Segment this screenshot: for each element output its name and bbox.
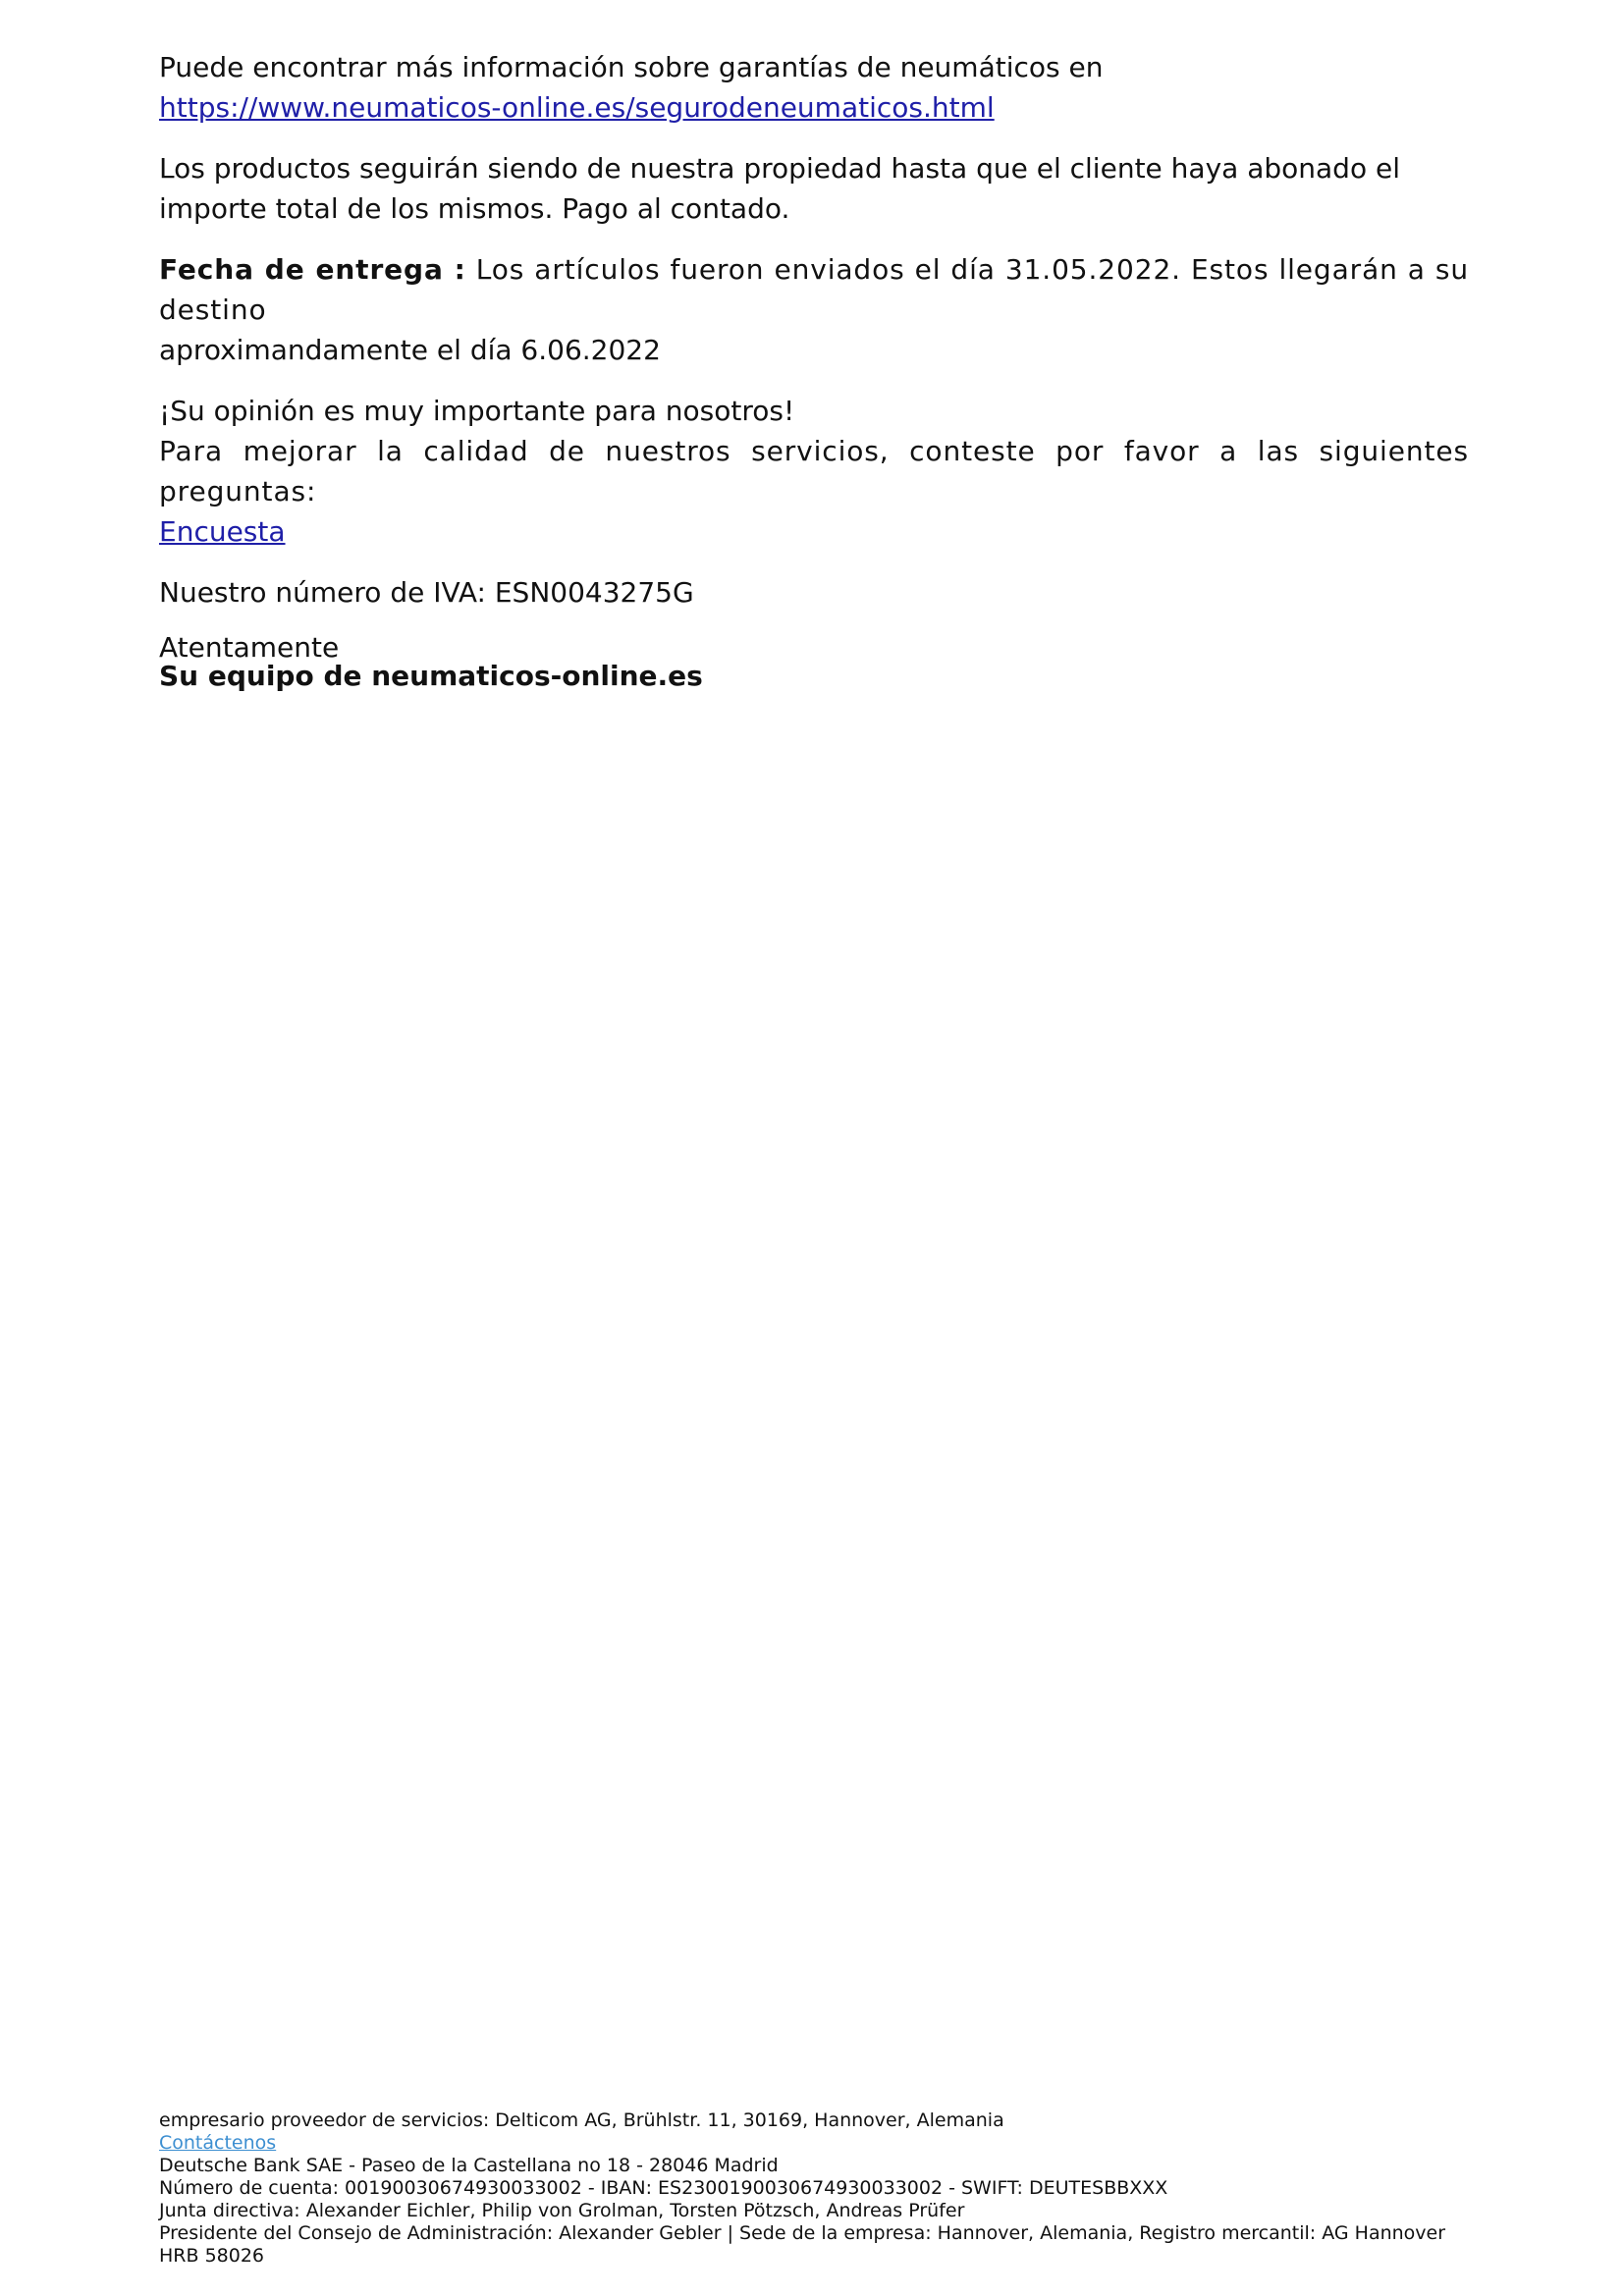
delivery-destination: destino [159,294,267,326]
ownership-line-2: importe total de los mismos. Pago al contado. [159,192,790,225]
document-body [159,47,1469,690]
footer-bank: Deutsche Bank SAE - Paseo de la Castellana no 18 - 28046 Madrid [159,2155,779,2176]
contact-link[interactable]: Contáctenos [159,2132,277,2154]
delivery-date: aproximandamente el día 6.06.2022 [159,334,661,366]
delivery-text: Los artículos fueron enviados el día 31.05.2022. Estos llegarán a su [475,253,1469,286]
warranty-paragraph [159,47,1469,128]
footer [159,2109,1469,2268]
survey-link[interactable]: Encuesta [159,515,286,548]
closing-block [159,633,1469,690]
delivery-paragraph [159,249,1469,370]
footer-account: Número de cuenta: 00190030674930033002 - IBAN: ES2300190030674930033002 - SWIFT: DEUTESBBXXX [159,2177,1168,2199]
survey-request: Para mejorar la calidad de nuestros servicios, conteste por favor a las siguientes preguntas: [159,435,1469,507]
footer-provider: empresario proveedor de servicios: Delticom AG, Brühlstr. 11, 30169, Hannover, Alemania [159,2109,1004,2131]
ownership-line-1: Los productos seguirán siendo de nuestra propiedad hasta que el cliente haya abonado el [159,152,1400,185]
closing-greeting: Atentamente [159,631,340,664]
warranty-intro: Puede encontrar más información sobre garantías de neumáticos en [159,51,1104,83]
footer-board: Junta directiva: Alexander Eichler, Philip von Grolman, Torsten Pötzsch, Andreas Prüfer [159,2200,965,2221]
warranty-link[interactable]: https://www.neumaticos-online.es/segurodeneumaticos.html [159,91,995,124]
delivery-label: Fecha de entrega : [159,253,466,286]
footer-registry: HRB 58026 [159,2245,265,2267]
survey-intro: ¡Su opinión es muy importante para nosotros! [159,395,795,427]
closing-signature: Su equipo de neumaticos-online.es [159,660,703,692]
vat-number: Nuestro número de IVA: ESN0043275G [159,576,694,609]
footer-president: Presidente del Consejo de Administración: Alexander Gebler | Sede de la empresa: Hannover, Alemania, Registro mercantil: AG Hannover [159,2222,1446,2244]
survey-paragraph [159,391,1469,552]
delivery-first-line [159,249,1469,290]
ownership-paragraph [159,148,1469,229]
